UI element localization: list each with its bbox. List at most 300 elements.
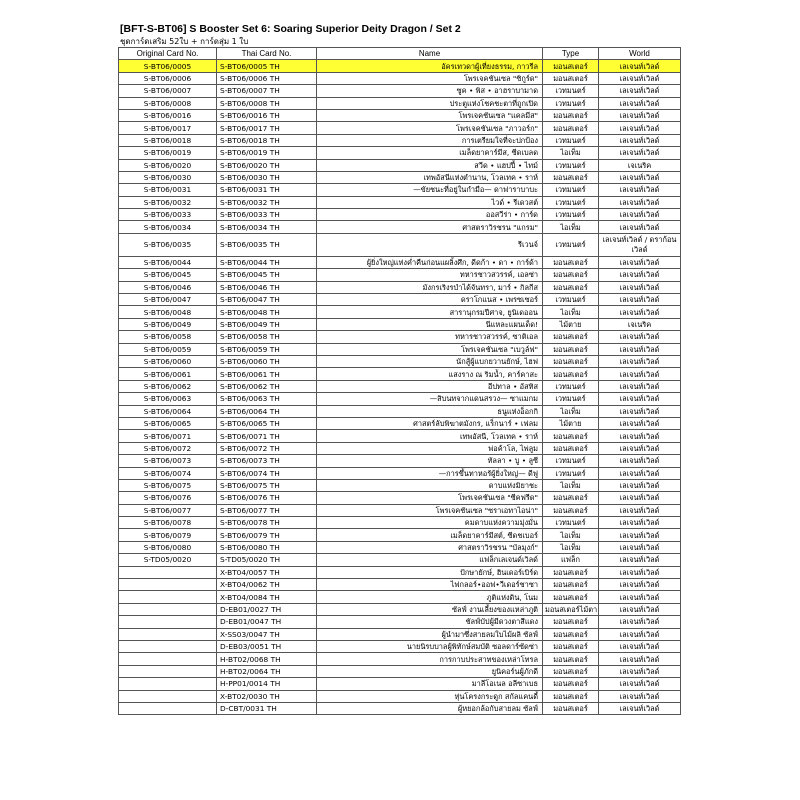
original-card-no-cell: S-BT06/0075 xyxy=(119,479,217,491)
card-world-cell: เลเจนท์เวิลด์ xyxy=(599,591,681,603)
card-world-cell: เลเจนท์เวิลด์ xyxy=(599,566,681,578)
thai-card-no-cell: H-PP01/0014 TH xyxy=(217,678,317,690)
original-card-no-cell: S-BT06/0077 xyxy=(119,504,217,516)
original-card-no-cell: S-BT06/0060 xyxy=(119,355,217,367)
card-world-cell: เลเจนท์เวิลด์ xyxy=(599,221,681,233)
thai-card-no-cell: S-BT06/0078 TH xyxy=(217,517,317,529)
card-world-cell: เลเจนท์เวิลด์ xyxy=(599,97,681,109)
thai-card-no-cell: S-BT06/0019 TH xyxy=(217,147,317,159)
card-name-cell: โพรเจคชันเซล "ซราเอทาไอน่า" xyxy=(317,504,543,516)
card-world-cell: เลเจนท์เวิลด์ xyxy=(599,442,681,454)
card-type-cell: มอนสเตอร์ xyxy=(543,269,599,281)
card-type-cell: มอนสเตอร์ xyxy=(543,368,599,380)
thai-card-no-cell: X-BT02/0030 TH xyxy=(217,690,317,702)
card-type-cell: เวทมนตร์ xyxy=(543,209,599,221)
card-type-cell: มอนสเตอร์ xyxy=(543,492,599,504)
card-name-cell: ออสวีร่า • การ์ด xyxy=(317,209,543,221)
thai-card-no-cell: S-TD05/0020 TH xyxy=(217,554,317,566)
card-world-cell: เลเจนท์เวิลด์ xyxy=(599,690,681,702)
thai-card-no-cell: D-EB03/0051 TH xyxy=(217,640,317,652)
card-name-cell: สวีด • แฮปปี้ • ไทม์ xyxy=(317,159,543,171)
card-table xyxy=(118,47,681,715)
original-card-no-cell xyxy=(119,690,217,702)
original-card-no-cell: S-BT06/0034 xyxy=(119,221,217,233)
card-name-cell: ศาสตร์ลับพิฆาตมังกร, แร็กนาร์ • เฟลม xyxy=(317,417,543,429)
original-card-no-cell: S-BT06/0030 xyxy=(119,171,217,183)
thai-card-no-cell: S-BT06/0060 TH xyxy=(217,355,317,367)
card-type-cell: มอนสเตอร์ xyxy=(543,171,599,183)
card-name-cell: ศาสตราวิรชรน "แกรม" xyxy=(317,221,543,233)
card-world-cell: เลเจนท์เวิลด์ xyxy=(599,209,681,221)
original-card-no-cell: S-BT06/0033 xyxy=(119,209,217,221)
original-card-no-cell: S-BT06/0061 xyxy=(119,368,217,380)
original-card-no-cell: S-BT06/0005 xyxy=(119,60,217,72)
card-type-cell: มอนสเตอร์ xyxy=(543,122,599,134)
card-world-cell: เลเจนท์เวิลด์ xyxy=(599,665,681,677)
original-card-no-cell xyxy=(119,702,217,714)
original-card-no-cell: S-BT06/0065 xyxy=(119,417,217,429)
card-world-cell: เลเจนท์เวิลด์ xyxy=(599,122,681,134)
table-row xyxy=(119,221,681,233)
table-row xyxy=(119,616,681,628)
thai-card-no-cell: S-BT06/0031 TH xyxy=(217,184,317,196)
original-card-no-cell: S-BT06/0018 xyxy=(119,134,217,146)
table-row xyxy=(119,85,681,97)
card-name-cell: ปักษายักษ์, ฮินเดอร์เบิร์ด xyxy=(317,566,543,578)
table-row xyxy=(119,678,681,690)
card-world-cell: เลเจนท์เวิลด์ xyxy=(599,355,681,367)
thai-card-no-cell: S-BT06/0065 TH xyxy=(217,417,317,429)
thai-card-no-cell: X-SS03/0047 TH xyxy=(217,628,317,640)
header-world: World xyxy=(599,48,681,60)
card-name-cell: —ขัยชนะที่อยู่ในกำมือ— ดาฟาราบาบะ xyxy=(317,184,543,196)
original-card-no-cell: S-BT06/0035 xyxy=(119,233,217,256)
card-world-cell: เลเจนท์เวิลด์ xyxy=(599,554,681,566)
card-type-cell: เวทมนตร์ xyxy=(543,159,599,171)
table-row xyxy=(119,355,681,367)
thai-card-no-cell: S-BT06/0064 TH xyxy=(217,405,317,417)
table-row xyxy=(119,504,681,516)
original-card-no-cell: S-BT06/0006 xyxy=(119,72,217,84)
card-type-cell: เวทมนตร์ xyxy=(543,134,599,146)
card-type-cell: มอนสเตอร์ xyxy=(543,256,599,268)
table-row xyxy=(119,256,681,268)
original-card-no-cell xyxy=(119,640,217,652)
card-name-cell: ซูค • พิส • อาฮราบามาด xyxy=(317,85,543,97)
original-card-no-cell: S-BT06/0079 xyxy=(119,529,217,541)
thai-card-no-cell: H-BT02/0064 TH xyxy=(217,665,317,677)
header-type: Type xyxy=(543,48,599,60)
original-card-no-cell: S-BT06/0019 xyxy=(119,147,217,159)
thai-card-no-cell: S-BT06/0048 TH xyxy=(217,306,317,318)
original-card-no-cell xyxy=(119,591,217,603)
card-name-cell: อัครเทวดาผู้เที่ยงธรรม, กาวรีล xyxy=(317,60,543,72)
sheet-subtitle: ชุดการ์ดเสริม 52ใบ + การ์ดสุ่ม 1 ใบ xyxy=(120,37,249,46)
card-name-cell: โพรเจคชันเซล "แคลมีส" xyxy=(317,109,543,121)
card-world-cell: เลเจนท์เวิลด์ xyxy=(599,306,681,318)
thai-card-no-cell: S-BT06/0007 TH xyxy=(217,85,317,97)
card-name-cell: พ่อค้าโล, ไพ่ลูม xyxy=(317,442,543,454)
table-row xyxy=(119,318,681,330)
card-name-cell: โพรเจคชันเซล "ภาวอร์ก" xyxy=(317,122,543,134)
card-world-cell: เลเจนท์เวิลด์ xyxy=(599,653,681,665)
card-name-cell: ทัลลา • บู • ลูซี xyxy=(317,455,543,467)
card-world-cell: เลเจนท์เวิลด์ xyxy=(599,504,681,516)
original-card-no-cell xyxy=(119,665,217,677)
card-world-cell: เจเนริค xyxy=(599,159,681,171)
thai-card-no-cell: X-BT04/0062 TH xyxy=(217,579,317,591)
original-card-no-cell xyxy=(119,603,217,615)
table-row xyxy=(119,343,681,355)
card-world-cell: เลเจนท์เวิลด์ xyxy=(599,109,681,121)
card-world-cell: เลเจนท์เวิลด์ xyxy=(599,147,681,159)
original-card-no-cell: S-BT06/0020 xyxy=(119,159,217,171)
table-row xyxy=(119,405,681,417)
thai-card-no-cell: S-BT06/0018 TH xyxy=(217,134,317,146)
thai-card-no-cell: S-BT06/0034 TH xyxy=(217,221,317,233)
card-world-cell: เลเจนท์เวิลด์ xyxy=(599,455,681,467)
thai-card-no-cell: S-BT06/0071 TH xyxy=(217,430,317,442)
card-world-cell: เลเจนท์เวิลด์ xyxy=(599,281,681,293)
original-card-no-cell xyxy=(119,566,217,578)
original-card-no-cell: S-BT06/0049 xyxy=(119,318,217,330)
card-name-cell: รีเวนจ์ xyxy=(317,233,543,256)
card-type-cell: มอนสเตอร์ xyxy=(543,60,599,72)
original-card-no-cell: S-BT06/0064 xyxy=(119,405,217,417)
original-card-no-cell xyxy=(119,616,217,628)
thai-card-no-cell: S-BT06/0072 TH xyxy=(217,442,317,454)
card-name-cell: ซัลฟ์ งานเลี้ยงของแหล่าภูติ xyxy=(317,603,543,615)
card-name-cell: ทหารชาวสวรรค์, ซาติเอล xyxy=(317,331,543,343)
table-row xyxy=(119,331,681,343)
table-row xyxy=(119,442,681,454)
card-name-cell: ไวด์ • รีเดวสต์ xyxy=(317,196,543,208)
card-type-cell: เวทมนตร์ xyxy=(543,85,599,97)
thai-card-no-cell: S-BT06/0075 TH xyxy=(217,479,317,491)
card-name-cell: เทพอัสนี, โวลเทค • ราห์ xyxy=(317,430,543,442)
card-world-cell: เลเจนท์เวิลด์ xyxy=(599,467,681,479)
original-card-no-cell: S-BT06/0044 xyxy=(119,256,217,268)
card-type-cell: ไม้ตาย xyxy=(543,318,599,330)
card-world-cell: เลเจนท์เวิลด์ xyxy=(599,331,681,343)
table-row xyxy=(119,209,681,221)
table-row xyxy=(119,566,681,578)
table-row xyxy=(119,294,681,306)
table-row xyxy=(119,492,681,504)
thai-card-no-cell: S-BT06/0046 TH xyxy=(217,281,317,293)
card-name-cell: แฟล็กเลเจนด์เวิลด์ xyxy=(317,554,543,566)
original-card-no-cell: S-BT06/0078 xyxy=(119,517,217,529)
table-row xyxy=(119,109,681,121)
thai-card-no-cell: S-BT06/0080 TH xyxy=(217,541,317,553)
table-row xyxy=(119,306,681,318)
card-name-cell: นักสู้ผู้แบกยวานยักษ์, ไฮฟ xyxy=(317,355,543,367)
table-row xyxy=(119,467,681,479)
card-type-cell: มอนสเตอร์ xyxy=(543,281,599,293)
card-world-cell: เลเจนท์เวิลด์ xyxy=(599,171,681,183)
card-name-cell: ดราโกแนส • เพรซเซอร์ xyxy=(317,294,543,306)
card-type-cell: มอนสเตอร์ xyxy=(543,355,599,367)
table-row xyxy=(119,417,681,429)
card-name-cell: —การขึ้นทาหอรัผู้ยิ่งใหญ่— ดีฟู xyxy=(317,467,543,479)
table-row xyxy=(119,171,681,183)
card-world-cell: เลเจนท์เวิลด์ xyxy=(599,60,681,72)
card-name-cell: แสงราง ณ ริมน้ำ, คาร์คาสะ xyxy=(317,368,543,380)
original-card-no-cell xyxy=(119,678,217,690)
table-row xyxy=(119,517,681,529)
thai-card-no-cell: S-BT06/0062 TH xyxy=(217,380,317,392)
card-world-cell: เลเจนท์เวิลด์ xyxy=(599,368,681,380)
thai-card-no-cell: S-BT06/0005 TH xyxy=(217,60,317,72)
table-row xyxy=(119,147,681,159)
card-world-cell: เลเจนท์เวิลด์ xyxy=(599,269,681,281)
card-world-cell: เลเจนท์เวิลด์ xyxy=(599,541,681,553)
original-card-no-cell: S-BT06/0008 xyxy=(119,97,217,109)
card-type-cell: มอนสเตอร์ xyxy=(543,665,599,677)
original-card-no-cell: S-BT06/0032 xyxy=(119,196,217,208)
card-world-cell: เลเจนท์เวิลด์ xyxy=(599,196,681,208)
thai-card-no-cell: H-BT02/0068 TH xyxy=(217,653,317,665)
card-world-cell: เลเจนท์เวิลด์ xyxy=(599,517,681,529)
original-card-no-cell: S-BT06/0063 xyxy=(119,393,217,405)
table-row xyxy=(119,603,681,615)
card-world-cell: เลเจนท์เวิลด์ xyxy=(599,529,681,541)
thai-card-no-cell: S-BT06/0073 TH xyxy=(217,455,317,467)
card-type-cell: มอนสเตอร์ xyxy=(543,331,599,343)
card-name-cell: ผู้ยิ่งใหญ่แห่งค่ำคืนก่อนแผลิ้งศึก, ดีดก้า • ดา • การ์ด้า xyxy=(317,256,543,268)
card-type-cell: มอนสเตอร์ xyxy=(543,653,599,665)
thai-card-no-cell: D-EB01/0027 TH xyxy=(217,603,317,615)
card-world-cell: เลเจนท์เวิลด์ / ดราก้อนเวิลด์ xyxy=(599,233,681,256)
card-name-cell: ยูนิคอร์นผู้ภักดี xyxy=(317,665,543,677)
card-world-cell: เลเจนท์เวิลด์ xyxy=(599,134,681,146)
original-card-no-cell: S-BT06/0046 xyxy=(119,281,217,293)
card-world-cell: เลเจนท์เวิลด์ xyxy=(599,616,681,628)
thai-card-no-cell: S-BT06/0017 TH xyxy=(217,122,317,134)
card-type-cell: มอนสเตอร์ xyxy=(543,628,599,640)
original-card-no-cell: S-BT06/0058 xyxy=(119,331,217,343)
card-type-cell: ไม้ตาย xyxy=(543,417,599,429)
card-name-cell: ธนูแห่งอ็อกกิ xyxy=(317,405,543,417)
thai-card-no-cell: S-BT06/0045 TH xyxy=(217,269,317,281)
header-thai-card-no: Thai Card No. xyxy=(217,48,317,60)
card-type-cell: เวทมนตร์ xyxy=(543,517,599,529)
card-name-cell: มังกรเริงรบำได้จันทรา, มาร์ • กิลกีส xyxy=(317,281,543,293)
table-row xyxy=(119,702,681,714)
thai-card-no-cell: S-BT06/0076 TH xyxy=(217,492,317,504)
table-row xyxy=(119,591,681,603)
table-row xyxy=(119,393,681,405)
card-name-cell: หุ่นโครงกระดูก สกัลแคนดี้ xyxy=(317,690,543,702)
header-original-card-no: Original Card No. xyxy=(119,48,217,60)
original-card-no-cell: S-BT06/0059 xyxy=(119,343,217,355)
card-world-cell: เลเจนท์เวิลด์ xyxy=(599,603,681,615)
card-world-cell: เลเจนท์เวิลด์ xyxy=(599,702,681,714)
card-type-cell: มอนสเตอร์ xyxy=(543,109,599,121)
table-row xyxy=(119,368,681,380)
card-name-cell: นีแหละแผนเด็ด! xyxy=(317,318,543,330)
original-card-no-cell: S-BT06/0047 xyxy=(119,294,217,306)
card-name-cell: ผู้หยอกล้อกับสายลม ซัลฟ์ xyxy=(317,702,543,714)
card-type-cell: มอนสเตอร์ xyxy=(543,442,599,454)
card-world-cell: เลเจนท์เวิลด์ xyxy=(599,492,681,504)
card-name-cell: ผู้นำมาซึ่งสายลมใบไม้ผลิ ซัลฟ์ xyxy=(317,628,543,640)
card-type-cell: แฟล็ก xyxy=(543,554,599,566)
original-card-no-cell: S-BT06/0062 xyxy=(119,380,217,392)
original-card-no-cell xyxy=(119,653,217,665)
card-name-cell: ดาบแห่งมิยาชะ xyxy=(317,479,543,491)
card-name-cell: คมดาบแห่งความมุ่งมั่น xyxy=(317,517,543,529)
thai-card-no-cell: S-BT06/0061 TH xyxy=(217,368,317,380)
table-row xyxy=(119,122,681,134)
card-world-cell: เลเจนท์เวิลด์ xyxy=(599,430,681,442)
card-type-cell: มอนสเตอร์ xyxy=(543,72,599,84)
thai-card-no-cell: X-BT04/0057 TH xyxy=(217,566,317,578)
table-row xyxy=(119,541,681,553)
card-type-cell: เวทมนตร์ xyxy=(543,233,599,256)
table-row xyxy=(119,281,681,293)
original-card-no-cell: S-BT06/0080 xyxy=(119,541,217,553)
card-type-cell: มอนสเตอร์ xyxy=(543,579,599,591)
thai-card-no-cell: S-BT06/0020 TH xyxy=(217,159,317,171)
table-row xyxy=(119,653,681,665)
card-table-body xyxy=(119,60,681,715)
card-type-cell: เวทมนตร์ xyxy=(543,184,599,196)
card-name-cell: การเตรียมใจที่จะปกป้อง xyxy=(317,134,543,146)
table-row xyxy=(119,430,681,442)
card-world-cell: เลเจนท์เวิลด์ xyxy=(599,579,681,591)
card-type-cell: เวทมนตร์ xyxy=(543,455,599,467)
card-world-cell: เลเจนท์เวิลด์ xyxy=(599,640,681,652)
table-row xyxy=(119,628,681,640)
card-type-cell: มอนสเตอร์ xyxy=(543,702,599,714)
table-row xyxy=(119,640,681,652)
card-world-cell: เลเจนท์เวิลด์ xyxy=(599,85,681,97)
original-card-no-cell xyxy=(119,628,217,640)
card-type-cell: มอนสเตอร์ xyxy=(543,678,599,690)
table-row xyxy=(119,60,681,72)
original-card-no-cell: S-BT06/0045 xyxy=(119,269,217,281)
card-type-cell: ไอเท็ม xyxy=(543,147,599,159)
table-row xyxy=(119,479,681,491)
header-name: Name xyxy=(317,48,543,60)
thai-card-no-cell: S-BT06/0008 TH xyxy=(217,97,317,109)
table-row xyxy=(119,380,681,392)
table-row xyxy=(119,134,681,146)
table-row xyxy=(119,690,681,702)
card-type-cell: มอนสเตอร์ xyxy=(543,591,599,603)
thai-card-no-cell: S-BT06/0077 TH xyxy=(217,504,317,516)
thai-card-no-cell: S-BT06/0030 TH xyxy=(217,171,317,183)
thai-card-no-cell: S-BT06/0058 TH xyxy=(217,331,317,343)
original-card-no-cell: S-BT06/0072 xyxy=(119,442,217,454)
card-list-sheet xyxy=(118,23,680,715)
card-name-cell: อีปทาล • อัสทิส xyxy=(317,380,543,392)
card-type-cell: มอนสเตอร์ xyxy=(543,430,599,442)
card-name-cell: ศาสตราวิรชรน "บัลมุงก์" xyxy=(317,541,543,553)
card-world-cell: เจเนริค xyxy=(599,318,681,330)
header-row xyxy=(119,48,681,60)
card-world-cell: เลเจนท์เวิลด์ xyxy=(599,72,681,84)
card-type-cell: เวทมนตร์ xyxy=(543,467,599,479)
table-row xyxy=(119,159,681,171)
card-name-cell: ชัลฟ์บัปผู้มีดวงตาสีแดง xyxy=(317,616,543,628)
table-row xyxy=(119,72,681,84)
table-row xyxy=(119,184,681,196)
original-card-no-cell xyxy=(119,579,217,591)
original-card-no-cell: S-BT06/0048 xyxy=(119,306,217,318)
card-type-cell: มอนสเตอร์ xyxy=(543,616,599,628)
card-type-cell: มอนสเตอร์ xyxy=(543,343,599,355)
card-world-cell: เลเจนท์เวิลด์ xyxy=(599,343,681,355)
original-card-no-cell: S-BT06/0074 xyxy=(119,467,217,479)
table-row xyxy=(119,529,681,541)
card-name-cell: เทพอัสนีแห่งตำนาน, โวลเทค • ราห์ xyxy=(317,171,543,183)
original-card-no-cell: S-BT06/0007 xyxy=(119,85,217,97)
sheet-title: [BFT-S-BT06] S Booster Set 6: Soaring Superior Deity Dragon / Set 2 xyxy=(120,23,461,35)
card-type-cell: มอนสเตอร์ xyxy=(543,640,599,652)
card-type-cell: เวทมนตร์ xyxy=(543,196,599,208)
table-row xyxy=(119,97,681,109)
card-name-cell: โพรเจคชันเซล "ซิกูร์ด" xyxy=(317,72,543,84)
original-card-no-cell: S-BT06/0073 xyxy=(119,455,217,467)
card-type-cell: มอนสเตอร์ xyxy=(543,566,599,578)
original-card-no-cell: S-BT06/0076 xyxy=(119,492,217,504)
card-type-cell: ไอเท็ม xyxy=(543,306,599,318)
card-type-cell: เวทมนตร์ xyxy=(543,380,599,392)
original-card-no-cell: S-BT06/0016 xyxy=(119,109,217,121)
table-row xyxy=(119,554,681,566)
card-world-cell: เลเจนท์เวิลด์ xyxy=(599,393,681,405)
thai-card-no-cell: S-BT06/0044 TH xyxy=(217,256,317,268)
thai-card-no-cell: D-CBT/0031 TH xyxy=(217,702,317,714)
card-name-cell: มาลีโอเนล อลีซาเบธ xyxy=(317,678,543,690)
thai-card-no-cell: S-BT06/0079 TH xyxy=(217,529,317,541)
thai-card-no-cell: S-BT06/0049 TH xyxy=(217,318,317,330)
thai-card-no-cell: S-BT06/0032 TH xyxy=(217,196,317,208)
card-type-cell: มอนสเตอร์ไม้ตา xyxy=(543,603,599,615)
thai-card-no-cell: S-BT06/0016 TH xyxy=(217,109,317,121)
card-type-cell: มอนสเตอร์ xyxy=(543,504,599,516)
card-name-cell: ประตูแห่งโชคชะตาที่ถูกเปิด xyxy=(317,97,543,109)
card-name-cell: นายนิรบบาลผู้พิทักษ์สมบัติ ซอลดาร์ซัดซ่า xyxy=(317,640,543,652)
thai-card-no-cell: S-BT06/0059 TH xyxy=(217,343,317,355)
table-row xyxy=(119,269,681,281)
card-type-cell: เวทมนตร์ xyxy=(543,393,599,405)
card-world-cell: เลเจนท์เวิลด์ xyxy=(599,405,681,417)
card-type-cell: ไอเท็ม xyxy=(543,479,599,491)
card-world-cell: เลเจนท์เวิลด์ xyxy=(599,184,681,196)
card-name-cell: การกาบประสาทของเหล่าโทรล xyxy=(317,653,543,665)
card-name-cell: ทหารชาวสวรรค์, เอลซ่า xyxy=(317,269,543,281)
original-card-no-cell: S-BT06/0071 xyxy=(119,430,217,442)
original-card-no-cell: S-BT06/0031 xyxy=(119,184,217,196)
card-type-cell: ไอเท็ม xyxy=(543,405,599,417)
card-world-cell: เลเจนท์เวิลด์ xyxy=(599,678,681,690)
thai-card-no-cell: X-BT04/0084 TH xyxy=(217,591,317,603)
card-world-cell: เลเจนท์เวิลด์ xyxy=(599,256,681,268)
table-row xyxy=(119,665,681,677)
table-row xyxy=(119,196,681,208)
table-row xyxy=(119,579,681,591)
card-name-cell: เมล็ดยาคาร์มีส, ซีดเบลด xyxy=(317,147,543,159)
card-name-cell: เมล็ดยาคาร์มีสต์, ซีดชเบอร์ xyxy=(317,529,543,541)
original-card-no-cell: S-TD05/0020 xyxy=(119,554,217,566)
card-type-cell: ไอเท็ม xyxy=(543,529,599,541)
card-type-cell: เวทมนตร์ xyxy=(543,97,599,109)
thai-card-no-cell: S-BT06/0033 TH xyxy=(217,209,317,221)
card-name-cell: สารานุกรมปีศาจ, ยูนิเดออน xyxy=(317,306,543,318)
